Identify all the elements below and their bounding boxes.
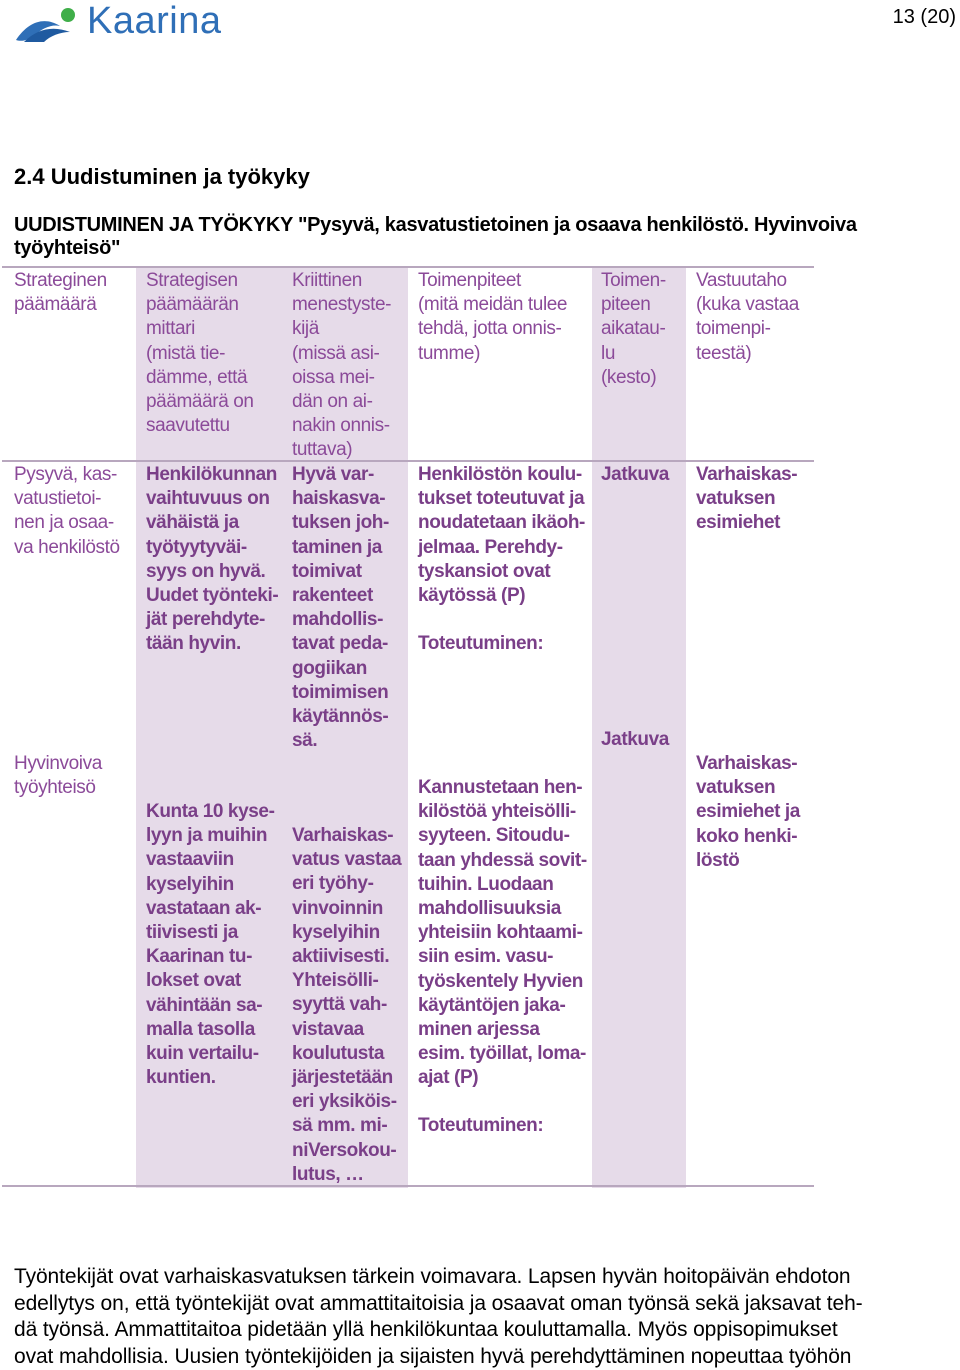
table-top-border <box>2 266 814 268</box>
section-title: 2.4 Uudistuminen ja työkyky <box>14 164 310 189</box>
section-subtitle: UUDISTUMINEN JA TYÖKYKY "Pysyvä, kasvatustietoinen ja osaava henkilöstö. Hyvinvoiva työyhteisö" <box>14 214 857 259</box>
row2-metric: Kunta 10 kyse- lyyn ja muihin vastaaviin kyselyihin vastataan ak- tiivisesti ja Kaarinan tu- lokset ovat vähintään sa- malla tasolla kuin vertailu- kuntien. <box>146 801 275 1089</box>
kaarina-wave-icon <box>14 2 84 46</box>
row2-factor: Varhaiskas- vatus vastaa eri työhy- vinvoinnin kyselyihin aktiivisesti. Yhteisölli- syyttä vah- vistavaa koulutusta järjestetään eri yksiköis- sä mm. mi- niVersokou- lutus, … <box>292 825 402 1185</box>
row1-responsible: Varhaiskas- vatuksen esimiehet <box>696 464 798 534</box>
header-action: Toimenpiteet (mitä meidän tulee tehdä, jotta onnis- tumme) <box>418 270 568 364</box>
row1-metric: Henkilökunnan vaihtuvuus on vähäistä ja työtyytyväi- syys on hyvä. Uudet työnteki- jät perehdyte- tään hyvin. <box>146 464 279 655</box>
header-responsible: Vastuutaho (kuka vastaa toimenpi- teestä) <box>696 270 799 364</box>
header-schedule: Toimen- piteen aikatau- lu (kesto) <box>601 270 666 388</box>
header-metric: Strategisen päämäärän mittari (mistä tie- dämme, että päämäärä on saavutettu <box>146 270 254 437</box>
strategy-table <box>0 266 816 1188</box>
table-bottom-border <box>2 1185 814 1187</box>
row2-goal: Hyvinvoiva työyhteisö <box>14 753 102 799</box>
row2-schedule: Jatkuva <box>601 729 669 750</box>
header-factor: Kriittinen menestyste- kijä (missä asi- oissa mei- dän on ai- nakin onnis- tuttava) <box>292 270 392 461</box>
table-header-divider <box>2 460 814 462</box>
logo-text: Kaarina <box>87 0 222 42</box>
row2-responsible: Varhaiskas- vatuksen esimiehet ja koko henki- löstö <box>696 753 800 871</box>
row1-schedule: Jatkuva <box>601 464 669 485</box>
row1-goal: Pysyvä, kas- vatustietoi- nen ja osaa- va henkilöstö <box>14 464 120 558</box>
column-shading-schedule <box>592 266 686 1188</box>
header-goal: Strateginen päämäärä <box>14 270 107 316</box>
row1-action: Henkilöstön koulu- tukset toteutuvat ja noudatetaan ikäoh- jelmaa. Perehdy- tyskansiot ovat käytössä (P) <box>418 464 585 607</box>
row1-factor: Hyvä var- haiskasva- tuksen joh- taminen ja toimivat rakenteet mahdollis- tavat peda- gogiikan toimimisen käytännös- sä. <box>292 464 389 752</box>
page-number: 13 (20) <box>892 6 956 28</box>
body-paragraph: Työntekijät ovat varhaiskasvatuksen tärkein voimavara. Lapsen hyvän hoitopäivän ehdoton edellytys on, että työntekijät ovat ammattitaitoisia ja osaavat oman työnsä sekä jaksavat teh- dä työnsä. Ammattitaitoa pidetään yllä henkilökuntaa kouluttamalla. Myös oppisopimukset ovat mahdollisia. Uusien työntekijöiden ja sijaisten hyvä perehdyttäminen nopeuttaa työhön <box>14 1265 863 1368</box>
row2-action: Kannustetaan hen- kilöstöä yhteisölli- syyteen. Sitoudu- taan yhdessä sovit- tuihin. Luodaan mahdollisuuksia yhteisiin kohtaami- siin esim. vasu- työskentely Hyvien käytäntöjen jaka- minen arjessa esim. työillat, loma- ajat (P) <box>418 777 587 1089</box>
kaarina-logo <box>14 0 222 46</box>
row2-result-label: Toteutuminen: <box>418 1115 544 1136</box>
row1-result-label: Toteutuminen: <box>418 633 544 654</box>
